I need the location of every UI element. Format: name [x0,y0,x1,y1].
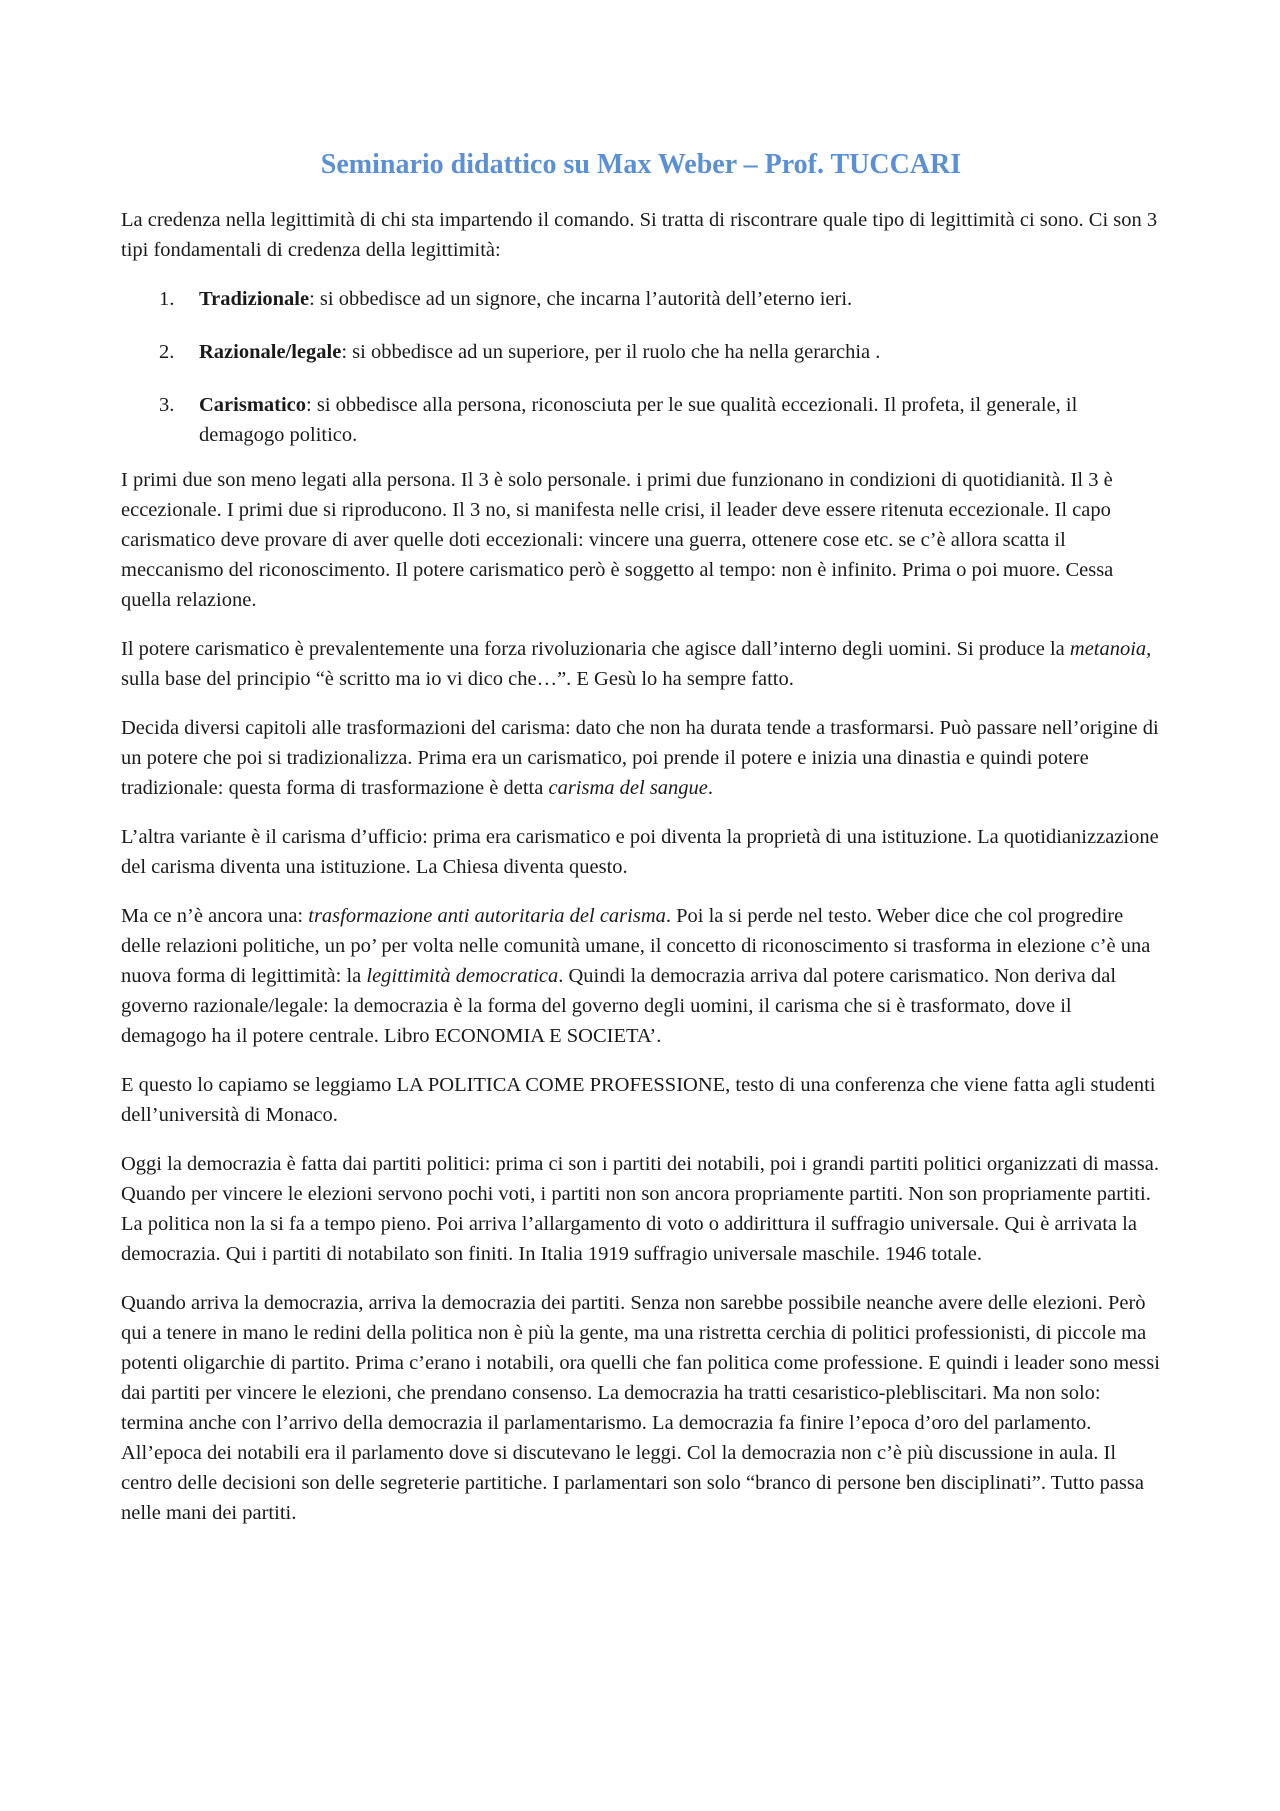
list-item [121,337,1161,367]
paragraph-transformations [121,713,1161,803]
paragraph-office-charisma: L’altra variante è il carisma d’ufficio: prima era carismatico e poi diventa la proprietà di una istituzione. La quotidianizzazione del carisma diventa una istituzione. La Chiesa diventa questo. [121,825,1159,878]
list-item [121,284,1161,314]
italic-term: metanoia, [1069,637,1152,660]
list-number: 3. [159,393,175,416]
italic-term: carisma del sangue [548,776,708,799]
list-term: Tradizionale [199,287,310,310]
intro-paragraph: La credenza nella legittimità di chi sta impartendo il comando. Si tratta di riscontrare quale tipo di legittimità ci sono. Ci son 3 tipi fondamentali di credenza della legittimità: [121,208,1158,261]
paragraph-politics-as-profession: E questo lo capiamo se leggiamo LA POLITICA COME PROFESSIONE, testo di una conferenza che viene fatta agli studenti dell’università di Monaco. [121,1073,1156,1126]
paragraph-party-democracy: Quando arriva la democrazia, arriva la democrazia dei partiti. Senza non sarebbe possibile neanche avere delle elezioni. Però qui a tenere in mano le redini della politica non è più la gente, ma una ristretta cerchia di politici professionisti, di piccole ma potenti oligarchie di partito. Prima c’erano i notabili, ora quelli che fan politica come professione. E quindi i leader sono messi dai partiti per vincere le elezioni, che prendano consenso. La democrazia ha tratti cesaristico-plebliscitari. Ma non solo: termina anche con l’arrivo della democrazia il parlamentarismo. La democrazia fa finire l’epoca d’oro del parlamento. All’epoca dei notabili era il parlamento dove si discutevano le leggi. Col la democrazia non c’è più discussione in aula. Il centro delle decisioni son delle segreterie partitiche. I parlamentari son solo “branco di persone ben disciplinati”. Tutto passa nelle mani dei partiti. [121,1291,1160,1524]
list-number: 1. [159,287,175,310]
document-page [121,148,1161,1547]
paragraph-anti-authoritarian [121,901,1161,1051]
text-run: . Quindi la democrazia arriva dal potere carismatico. Non deriva dal governo razionale/legale: la democrazia è la forma del governo degli uomini, il carisma che si è trasformato, dove il demagogo ha il potere centrale. Libro ECONOMIA E SOCIETA’. [121,964,1117,1047]
text-run: sulla base del principio “è scritto ma io vi dico che…”. E Gesù lo ha sempre fatto. [121,667,794,690]
list-text: : si obbedisce ad un signore, che incarna l’autorità dell’eterno ieri. [309,287,853,310]
paragraph-charisma-traits: I primi due son meno legati alla persona. Il 3 è solo personale. i primi due funzionano in condizioni di quotidianità. Il 3 è eccezionale. I primi due si riproducono. Il 3 no, si manifesta nelle crisi, il leader deve essere ritenuta eccezionale. Il capo carismatico deve provare di aver quelle doti eccezionali: vincere una guerra, ottenere cose etc. se c’è allora scatta il meccanismo del riconoscimento. Il potere carismatico però è soggetto al tempo: non è infinito. Prima o poi muore. Cessa quella relazione. [121,468,1114,611]
list-term: Carismatico [199,393,307,416]
paragraph-revolutionary-force [121,634,1161,694]
italic-term: trasformazione anti autoritaria del carisma [308,904,666,927]
text-run: Il potere carismatico è prevalentemente una forza rivoluzionaria che agisce dall’interno degli uomini. Si produce la [121,637,1070,660]
text-run: Ma ce n’è ancora una: [121,904,309,927]
document-title: Seminario didattico su Max Weber – Prof. TUCCARI [320,149,962,180]
text-run: . [707,776,714,799]
list-number: 2. [159,340,175,363]
legitimacy-types-list [121,284,1161,450]
text-run: Decida diversi capitoli alle trasformazioni del carisma: dato che non ha durata tende a trasformarsi. Può passare nell’origine di un potere che poi si tradizionalizza. Prima era un carismatico, poi prende il potere e inizia una dinastia e quindi potere tradizionale: questa forma di trasformazione è detta [121,716,1159,799]
list-item [121,390,1161,450]
italic-term: legittimità democratica [366,964,559,987]
list-text: : si obbedisce ad un superiore, per il ruolo che ha nella gerarchia . [341,340,881,363]
list-text: : si obbedisce alla persona, riconosciuta per le sue qualità eccezionali. Il profeta, il generale, il demagogo politico. [199,393,1078,446]
paragraph-political-parties: Oggi la democrazia è fatta dai partiti politici: prima ci son i partiti dei notabili, poi i grandi partiti politici organizzati di massa. Quando per vincere le elezioni servono pochi voti, i partiti non son ancora propriamente partiti. Non son propriamente partiti. La politica non la si fa a tempo pieno. Poi arriva l’allargamento di voto o addirittura il suffragio universale. Qui è arrivata la democrazia. Qui i partiti di notabilato son finiti. In Italia 1919 suffragio universale maschile. 1946 totale. [121,1152,1159,1265]
text-run: . Poi la si perde nel testo. Weber dice che col progredire delle relazioni politiche, un po’ per volta nelle comunità umane, il concetto di riconoscimento si trasforma in elezione c’è una nuova forma di legittimità: la [121,904,1151,987]
list-term: Razionale/legale [199,340,342,363]
